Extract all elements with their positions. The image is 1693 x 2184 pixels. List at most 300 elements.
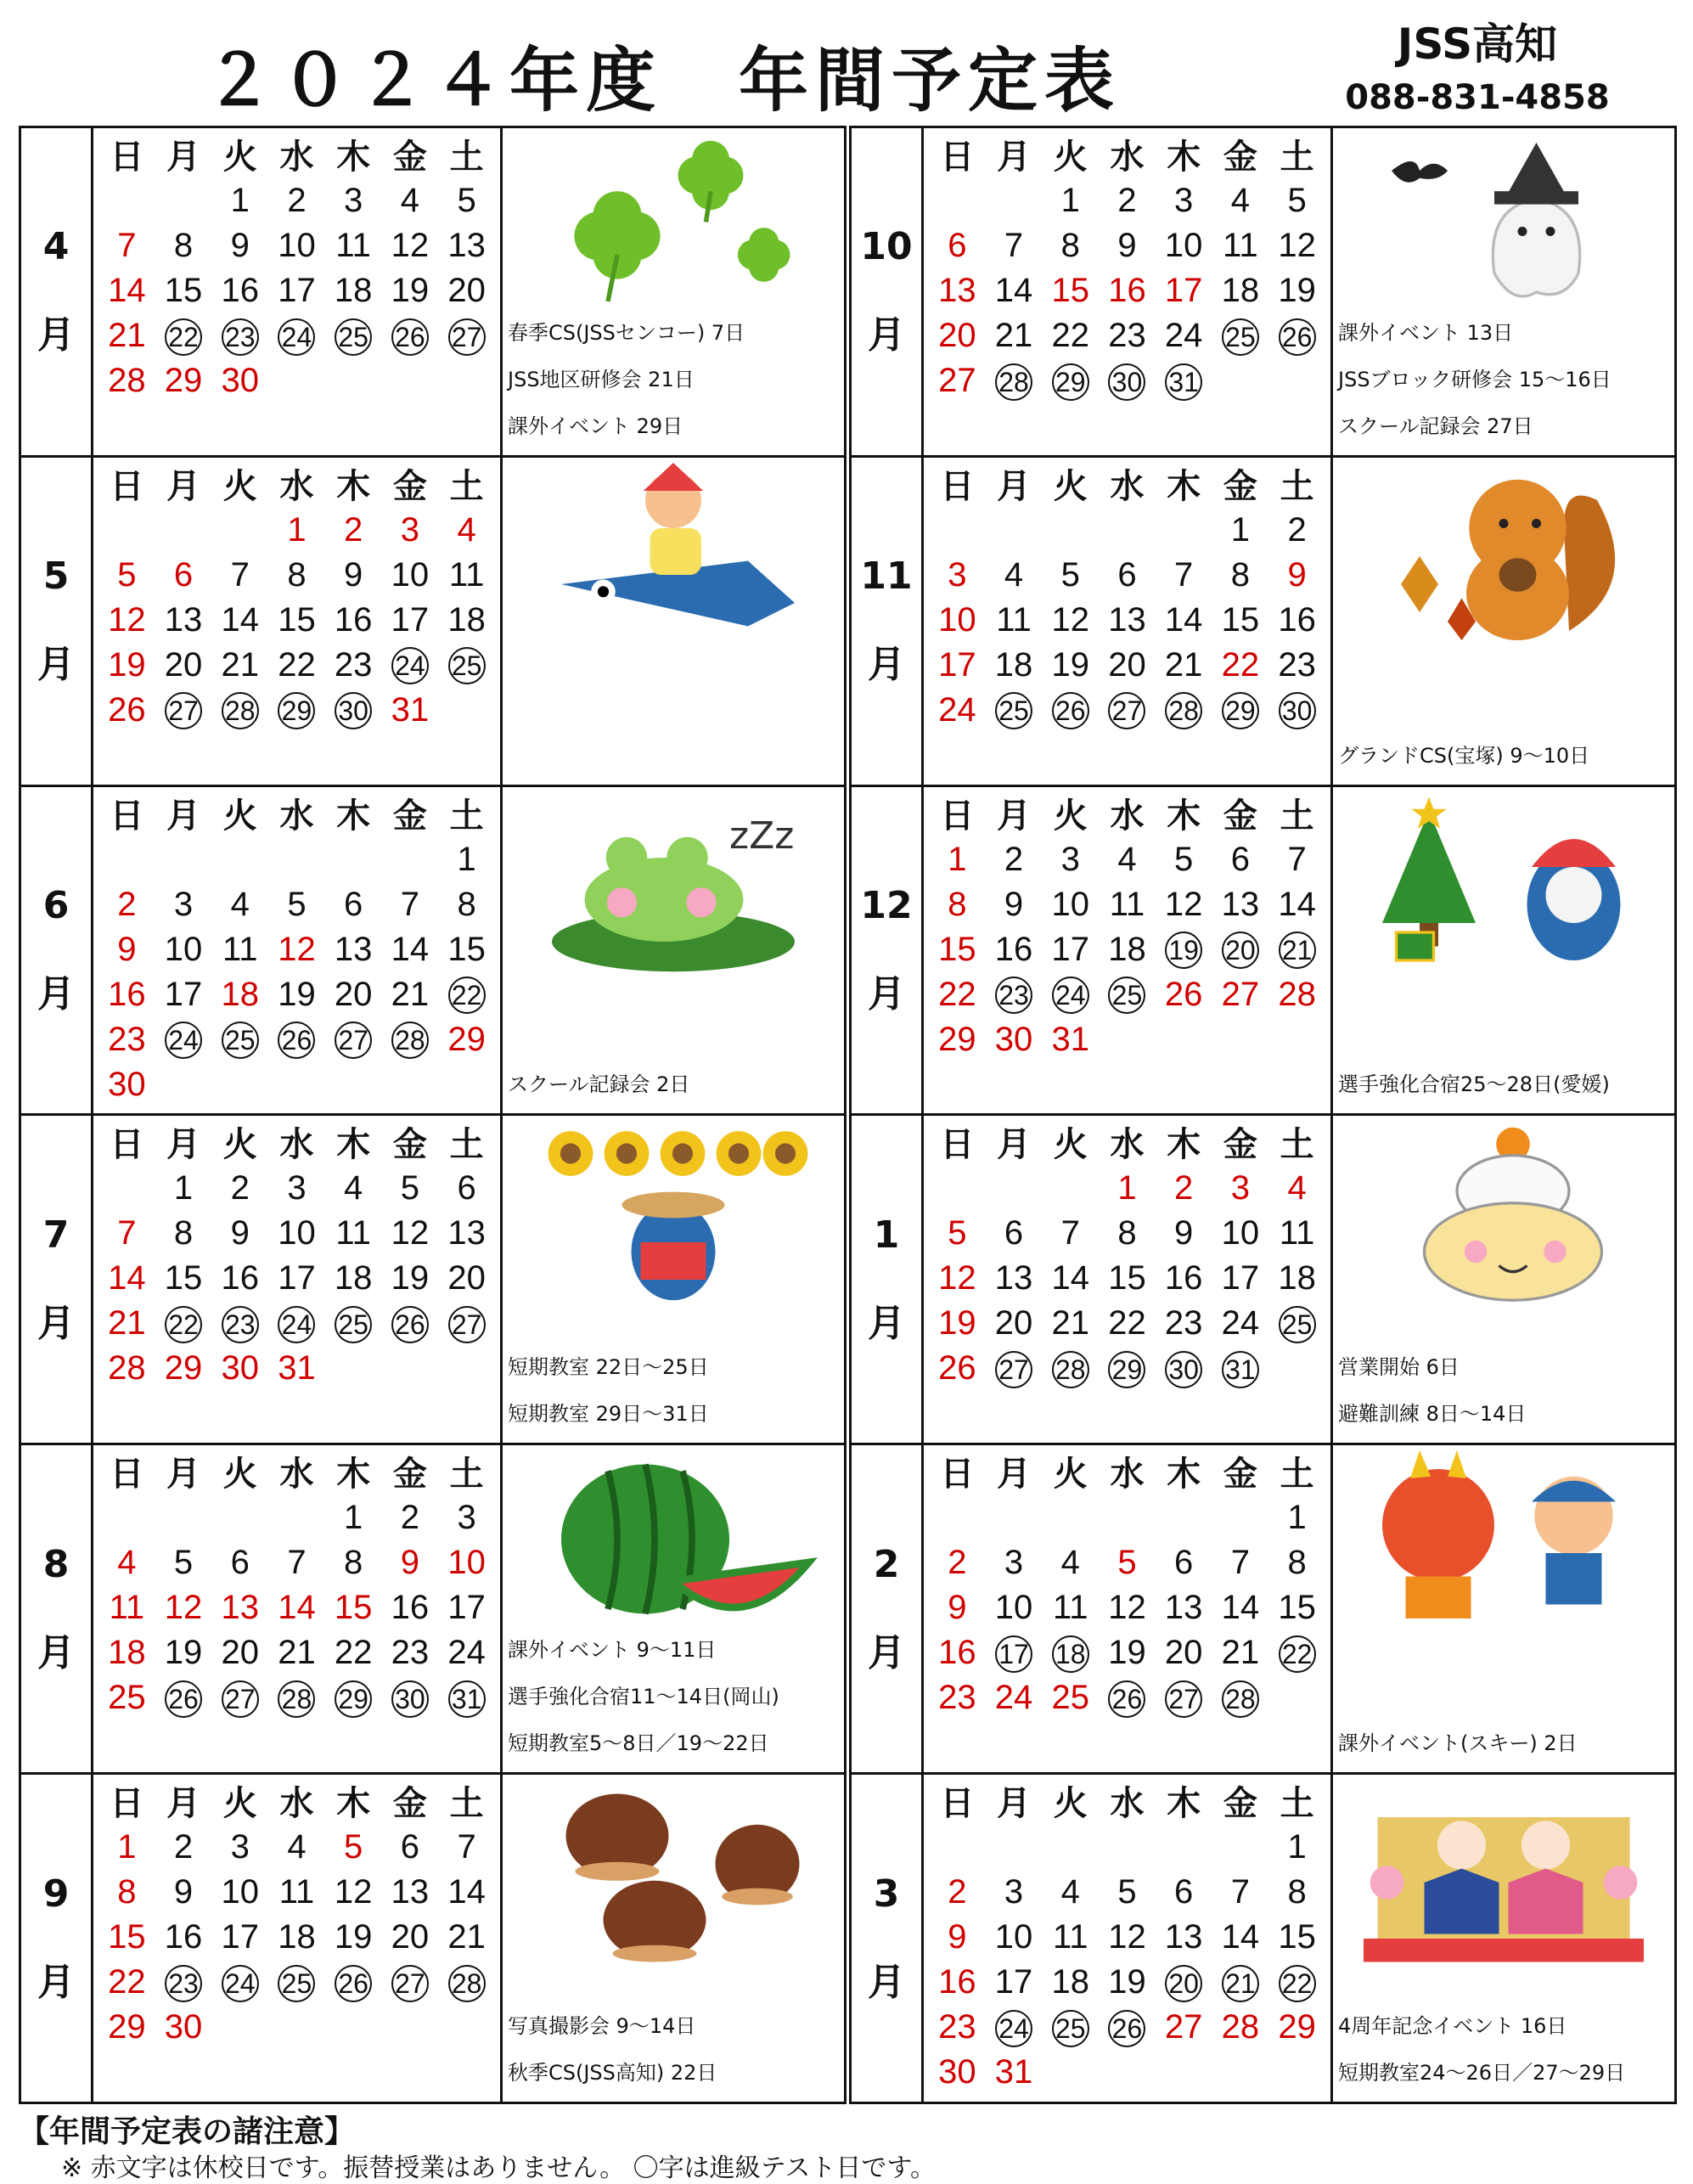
day-number: 27 xyxy=(391,1965,429,2002)
day-number: 5 xyxy=(1174,840,1194,878)
day-number: 15 xyxy=(278,600,316,639)
weekday-label: 水 xyxy=(1110,1455,1145,1494)
day-number: 25 xyxy=(1222,318,1259,356)
day-number: 26 xyxy=(391,318,429,356)
phone-number: 088-831-4858 xyxy=(1345,78,1610,117)
day-number: 18 xyxy=(221,975,259,1013)
day-number: 3 xyxy=(400,510,419,549)
weekday-label: 金 xyxy=(392,466,427,506)
empty-cell xyxy=(438,688,495,733)
month-block-sep xyxy=(19,1775,846,2104)
day-number: 31 xyxy=(448,1680,486,1718)
empty-cell xyxy=(211,2005,268,2050)
test-day-cell xyxy=(1268,1630,1325,1675)
holiday-cell xyxy=(98,553,155,598)
day-cell xyxy=(438,882,495,927)
day-cell xyxy=(1268,837,1325,882)
month-suffix: 月 xyxy=(868,1960,905,2004)
holiday-cell xyxy=(986,2050,1043,2095)
test-day-cell xyxy=(1042,1630,1099,1675)
holiday-cell xyxy=(98,358,155,403)
day-number: 30 xyxy=(994,1020,1033,1058)
day-number: 9 xyxy=(230,1214,250,1252)
day-number: 12 xyxy=(1278,227,1316,264)
empty-cell xyxy=(929,178,986,223)
day-number: 8 xyxy=(173,227,194,264)
month-block-aug xyxy=(19,1445,846,1775)
weekday-label: 金 xyxy=(1223,1455,1257,1494)
day-number: 11 xyxy=(335,227,371,264)
day-cell xyxy=(1268,1495,1325,1540)
empty-cell xyxy=(986,178,1043,223)
day-cell xyxy=(155,268,212,313)
weekday-label: 水 xyxy=(1110,1784,1145,1824)
day-number: 18 xyxy=(1052,1635,1089,1673)
day-number: 10 xyxy=(994,1589,1033,1627)
calendar-grid xyxy=(929,789,1325,1062)
day-number: 26 xyxy=(391,1306,429,1343)
event-item: 選手強化合宿11～14日(岡山) xyxy=(508,1685,779,1709)
day-number: 20 xyxy=(334,975,373,1013)
day-number: 20 xyxy=(447,1259,486,1297)
holiday-cell xyxy=(1212,1166,1269,1211)
day-cell xyxy=(211,223,268,268)
empty-cell xyxy=(929,1495,986,1540)
day-number: 20 xyxy=(1222,932,1259,969)
day-number: 4 xyxy=(1230,182,1250,219)
month-number: 2 xyxy=(873,1542,900,1586)
day-number: 18 xyxy=(334,272,373,309)
test-day-cell xyxy=(211,313,268,358)
day-cell xyxy=(1099,882,1156,927)
day-number: 18 xyxy=(994,645,1033,684)
day-cell xyxy=(1156,837,1212,882)
empty-cell xyxy=(382,2005,439,2050)
empty-cell xyxy=(1099,2050,1156,2095)
test-day-cell xyxy=(1042,688,1099,733)
day-cell xyxy=(382,1211,439,1256)
day-number: 16 xyxy=(108,975,146,1013)
test-day-cell xyxy=(1042,358,1099,403)
week-row xyxy=(98,313,495,358)
day-number: 2 xyxy=(400,1499,419,1537)
day-number: 26 xyxy=(335,1965,372,2002)
day-cell xyxy=(155,1915,212,1960)
day-cell xyxy=(1268,1825,1325,1870)
holiday-cell xyxy=(929,1915,986,1960)
weekday-header-row xyxy=(929,130,1325,178)
day-number: 12 xyxy=(278,930,316,968)
day-cell xyxy=(1268,223,1325,268)
notes-section xyxy=(19,2108,1674,2184)
holiday-cell xyxy=(929,837,986,882)
test-day-cell xyxy=(986,1346,1043,1391)
month-calendar xyxy=(93,458,503,785)
day-cell xyxy=(211,1870,268,1915)
event-list xyxy=(1338,1720,1671,1767)
day-number: 29 xyxy=(1052,363,1089,401)
day-number: 11 xyxy=(996,600,1032,639)
day-cell xyxy=(1156,223,1212,268)
day-number: 9 xyxy=(948,1918,967,1956)
weekday-label: 火 xyxy=(222,1784,257,1824)
week-row xyxy=(929,882,1325,927)
day-number: 23 xyxy=(995,977,1032,1014)
holiday-cell xyxy=(1042,268,1099,313)
test-day-cell xyxy=(986,688,1043,733)
day-cell xyxy=(325,1915,382,1960)
day-number: 7 xyxy=(117,1214,137,1252)
week-row xyxy=(929,598,1325,643)
month-suffix: 月 xyxy=(868,1301,905,1345)
weekday-label: 月 xyxy=(997,1784,1032,1824)
day-cell xyxy=(1042,598,1099,643)
day-number: 21 xyxy=(1051,1304,1089,1342)
day-number: 13 xyxy=(447,1214,486,1252)
day-cell xyxy=(1156,1256,1212,1301)
week-row xyxy=(98,1166,495,1211)
day-cell xyxy=(382,268,439,313)
day-cell xyxy=(211,1256,268,1301)
day-cell xyxy=(211,882,268,927)
holiday-cell xyxy=(929,1870,986,1915)
day-number: 26 xyxy=(938,1349,976,1388)
holiday-cell xyxy=(986,1675,1043,1720)
day-number: 5 xyxy=(344,1828,363,1866)
setsubun-oni-icon xyxy=(1341,1450,1666,1637)
day-number: 7 xyxy=(1287,840,1307,878)
day-number: 15 xyxy=(1278,1589,1316,1627)
day-cell xyxy=(1268,1915,1325,1960)
weekday-header-row xyxy=(929,789,1325,837)
day-number: 26 xyxy=(1279,318,1316,356)
day-number: 18 xyxy=(1278,1259,1316,1297)
day-cell xyxy=(1042,223,1099,268)
test-day-cell xyxy=(325,313,382,358)
day-cell xyxy=(268,1211,325,1256)
day-cell xyxy=(325,643,382,688)
clover-icon xyxy=(511,133,835,320)
week-row xyxy=(98,2005,495,2050)
holiday-cell xyxy=(929,1630,986,1675)
day-number: 28 xyxy=(108,362,146,399)
weekday-label: 日 xyxy=(110,1455,144,1494)
day-number: 15 xyxy=(1278,1918,1316,1956)
test-day-cell xyxy=(438,1301,495,1346)
month-block-nov xyxy=(849,458,1677,787)
test-day-cell xyxy=(268,313,325,358)
day-cell xyxy=(1268,1585,1325,1630)
empty-cell xyxy=(1212,1017,1269,1062)
kagamimochi-cat-icon xyxy=(1341,1121,1666,1308)
day-cell xyxy=(986,1585,1043,1630)
day-cell xyxy=(155,972,212,1017)
holiday-cell xyxy=(98,1960,155,2005)
day-number: 5 xyxy=(1060,555,1080,594)
day-number: 21 xyxy=(447,1918,486,1956)
day-number: 30 xyxy=(391,1680,429,1718)
holiday-cell xyxy=(98,927,155,972)
week-row xyxy=(929,358,1325,403)
empty-cell xyxy=(268,1062,325,1107)
day-number: 17 xyxy=(995,1635,1032,1673)
weekday-label: 火 xyxy=(222,138,257,177)
weekday-label: 日 xyxy=(110,1784,144,1824)
calendar-grid xyxy=(929,130,1325,403)
week-row xyxy=(929,1256,1325,1301)
weekday-header-row xyxy=(929,1776,1325,1825)
day-cell xyxy=(1042,1870,1099,1915)
day-cell xyxy=(1212,882,1269,927)
holiday-cell xyxy=(155,1346,212,1391)
day-number: 13 xyxy=(1221,885,1260,923)
day-number: 27 xyxy=(448,318,486,356)
event-item: 短期教室24～26日／27～29日 xyxy=(1338,2060,1626,2085)
day-cell xyxy=(325,1211,382,1256)
weekday-label: 火 xyxy=(222,796,257,836)
day-number: 5 xyxy=(1117,1873,1137,1911)
day-number: 20 xyxy=(1164,1634,1203,1672)
day-number: 3 xyxy=(948,555,967,594)
test-day-cell xyxy=(1212,688,1269,733)
day-number: 3 xyxy=(287,1169,307,1207)
day-number: 22 xyxy=(1051,317,1089,354)
month-block-dec xyxy=(849,787,1677,1117)
day-number: 30 xyxy=(108,1065,146,1103)
week-row xyxy=(98,1211,495,1256)
day-cell xyxy=(1156,1915,1212,1960)
day-number: 6 xyxy=(173,555,194,594)
month-number: 7 xyxy=(42,1213,70,1257)
squirrel-icon xyxy=(1341,463,1666,650)
day-number: 10 xyxy=(938,600,976,639)
day-cell xyxy=(211,1630,268,1675)
day-number: 21 xyxy=(1221,1634,1260,1672)
empty-cell xyxy=(1042,2050,1099,2095)
event-item: スクール記録会 2日 xyxy=(508,1072,690,1097)
day-number: 13 xyxy=(994,1259,1033,1297)
day-cell xyxy=(382,178,439,223)
day-number: 4 xyxy=(1287,1169,1307,1207)
day-number: 9 xyxy=(400,1544,419,1582)
day-number: 24 xyxy=(1164,317,1203,354)
day-cell xyxy=(1042,882,1099,927)
empty-cell xyxy=(211,508,268,553)
day-number: 24 xyxy=(938,690,976,729)
holiday-cell xyxy=(382,1540,439,1585)
calendar-grid xyxy=(929,1776,1325,2095)
day-number: 8 xyxy=(948,885,967,923)
test-day-cell xyxy=(268,1017,325,1062)
empty-cell xyxy=(1042,1166,1099,1211)
empty-cell xyxy=(325,837,382,882)
holiday-cell xyxy=(438,508,495,553)
day-cell xyxy=(1156,1211,1212,1256)
test-day-cell xyxy=(155,1960,212,2005)
weekday-label: 火 xyxy=(222,466,257,506)
week-row xyxy=(929,1675,1325,1720)
day-number: 31 xyxy=(391,690,430,729)
day-number: 17 xyxy=(278,1259,316,1297)
day-cell xyxy=(1268,1870,1325,1915)
day-number: 24 xyxy=(447,1634,486,1672)
day-cell xyxy=(268,643,325,688)
day-number: 30 xyxy=(221,1349,259,1388)
day-number: 18 xyxy=(1051,1963,1089,2001)
day-cell xyxy=(1099,223,1156,268)
empty-cell xyxy=(438,2005,495,2050)
month-calendar xyxy=(93,128,503,455)
month-info xyxy=(503,128,844,455)
day-cell xyxy=(155,1166,212,1211)
weekday-label: 水 xyxy=(279,1784,314,1824)
day-number: 6 xyxy=(948,227,967,264)
day-number: 10 xyxy=(278,1214,316,1252)
empty-cell xyxy=(986,508,1043,553)
day-number: 19 xyxy=(1278,272,1316,309)
day-cell xyxy=(325,1870,382,1915)
day-number: 31 xyxy=(1222,1351,1259,1388)
empty-cell xyxy=(1268,2050,1325,2095)
month-suffix: 月 xyxy=(868,643,905,687)
day-number: 22 xyxy=(334,1634,373,1672)
day-number: 27 xyxy=(448,1306,486,1343)
day-cell xyxy=(325,1256,382,1301)
month-label xyxy=(21,128,93,455)
day-number: 17 xyxy=(278,272,316,309)
day-cell xyxy=(1156,553,1212,598)
weekday-header-row xyxy=(929,459,1325,508)
day-cell xyxy=(438,1915,495,1960)
weekday-label: 水 xyxy=(1110,796,1145,836)
holiday-cell xyxy=(929,1960,986,2005)
day-number: 15 xyxy=(1051,272,1089,309)
day-number: 25 xyxy=(1279,1306,1316,1343)
empty-cell xyxy=(929,1166,986,1211)
weekday-label: 木 xyxy=(1167,1455,1201,1494)
day-cell xyxy=(1156,313,1212,358)
day-cell xyxy=(1156,1540,1212,1585)
weekday-label: 金 xyxy=(392,1125,427,1165)
holiday-cell xyxy=(98,1915,155,1960)
week-row xyxy=(929,1017,1325,1062)
day-number: 10 xyxy=(221,1873,259,1911)
day-cell xyxy=(1099,643,1156,688)
day-cell xyxy=(268,1166,325,1211)
day-cell xyxy=(986,1301,1043,1346)
day-cell xyxy=(211,1540,268,1585)
day-cell xyxy=(1099,1915,1156,1960)
holiday-cell xyxy=(98,1017,155,1062)
empty-cell xyxy=(98,837,155,882)
day-number: 28 xyxy=(108,1349,146,1388)
day-number: 17 xyxy=(447,1589,486,1627)
weekday-label: 日 xyxy=(940,796,975,836)
empty-cell xyxy=(1099,1825,1156,1870)
day-cell xyxy=(268,882,325,927)
day-cell xyxy=(1268,268,1325,313)
event-item: 課外イベント 29日 xyxy=(508,414,683,438)
weekday-label: 土 xyxy=(449,796,484,836)
day-cell xyxy=(438,223,495,268)
weekday-label: 月 xyxy=(997,796,1032,836)
day-cell xyxy=(1268,1211,1325,1256)
day-number: 5 xyxy=(287,885,307,923)
month-number: 1 xyxy=(873,1213,900,1257)
weekday-label: 火 xyxy=(1053,1125,1088,1165)
day-cell xyxy=(1042,1585,1099,1630)
day-number: 14 xyxy=(994,272,1033,309)
day-number: 23 xyxy=(938,1679,976,1717)
day-number: 22 xyxy=(1279,1635,1316,1673)
day-number: 13 xyxy=(164,600,203,639)
week-row xyxy=(98,1017,495,1062)
day-number: 2 xyxy=(344,510,363,549)
weekday-label: 日 xyxy=(940,138,975,177)
day-number: 5 xyxy=(948,1214,967,1252)
day-number: 17 xyxy=(938,645,976,684)
day-number: 9 xyxy=(173,1873,194,1911)
day-number: 11 xyxy=(1109,885,1145,923)
day-cell xyxy=(211,1825,268,1870)
week-row xyxy=(98,178,495,223)
test-day-cell xyxy=(1156,927,1212,972)
holiday-cell xyxy=(98,1870,155,1915)
test-day-cell xyxy=(1212,1960,1269,2005)
weekday-label: 月 xyxy=(166,138,201,177)
event-item: JSSブロック研修会 15～16日 xyxy=(1338,367,1611,391)
day-number: 19 xyxy=(334,1918,373,1956)
calendar-grid xyxy=(98,789,495,1107)
week-row xyxy=(98,1870,495,1915)
day-number: 26 xyxy=(1164,975,1203,1013)
day-number: 12 xyxy=(108,600,146,639)
day-number: 21 xyxy=(108,317,146,354)
day-number: 23 xyxy=(1278,645,1316,684)
day-cell xyxy=(268,972,325,1017)
day-cell xyxy=(1042,1915,1099,1960)
test-day-cell xyxy=(211,1675,268,1720)
weekday-label: 火 xyxy=(1053,138,1088,177)
day-number: 16 xyxy=(1278,600,1316,639)
day-cell xyxy=(986,268,1043,313)
weekday-header-row xyxy=(929,1447,1325,1495)
test-day-cell xyxy=(382,643,439,688)
empty-cell xyxy=(155,1495,212,1540)
day-cell xyxy=(1212,1301,1269,1346)
day-number: 17 xyxy=(391,600,430,639)
test-day-cell xyxy=(1156,358,1212,403)
empty-cell xyxy=(1156,1017,1212,1062)
holiday-cell xyxy=(268,1585,325,1630)
week-row xyxy=(929,1346,1325,1391)
day-number: 10 xyxy=(1164,227,1203,264)
day-number: 12 xyxy=(334,1873,373,1911)
empty-cell xyxy=(1268,1017,1325,1062)
empty-cell xyxy=(1042,1825,1099,1870)
holiday-cell xyxy=(98,882,155,927)
day-number: 16 xyxy=(164,1918,203,1956)
weekday-label: 水 xyxy=(279,1125,314,1165)
empty-cell xyxy=(1212,358,1269,403)
day-number: 19 xyxy=(278,975,316,1013)
day-number: 25 xyxy=(1052,2010,1089,2047)
test-day-cell xyxy=(155,313,212,358)
week-row xyxy=(98,688,495,733)
holiday-cell xyxy=(211,1346,268,1391)
day-number: 1 xyxy=(1287,1828,1307,1866)
day-number: 19 xyxy=(108,645,146,684)
